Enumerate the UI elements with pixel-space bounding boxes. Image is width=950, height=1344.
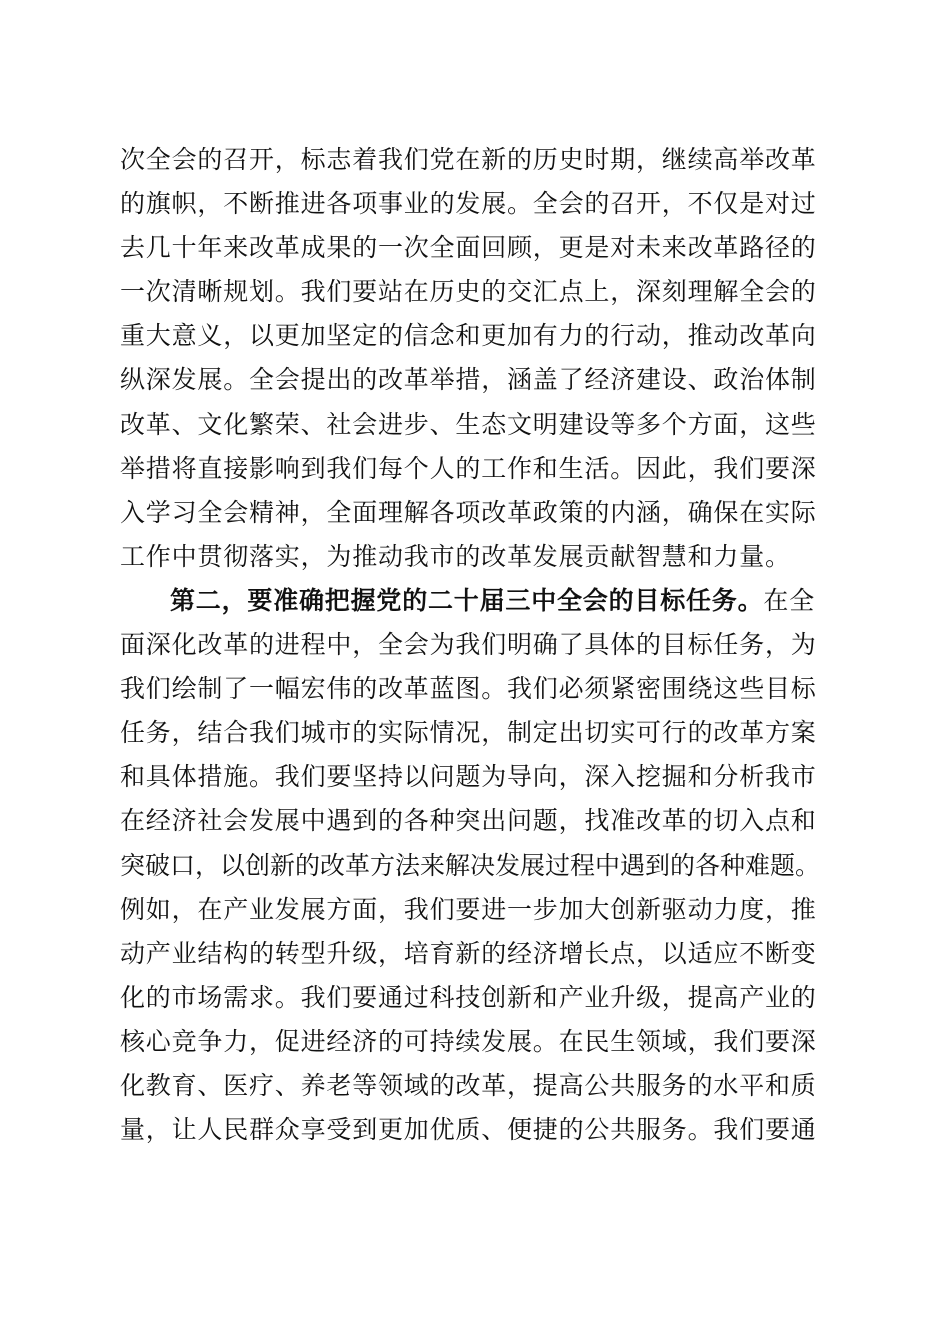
text-line: 次全会的召开，标志着我们党在新的历史时期，继续高举改革: [120, 145, 817, 174]
text-line: 去几十年来改革成果的一次全面回顾，更是对未来改革路径的: [120, 233, 817, 263]
text-line: 化教育、医疗、养老等领域的改革，提高公共服务的水平和质: [120, 1070, 817, 1100]
text-line: 在经济社会发展中遇到的各种突出问题，找准改革的切入点和: [120, 806, 817, 836]
text-line: 纵深发展。全会提出的改革举措，涵盖了经济建设、政治体制: [120, 365, 817, 395]
text-line: 化的市场需求。我们要通过科技创新和产业升级，提高产业的: [120, 982, 817, 1012]
text-line: 举措将直接影响到我们每个人的工作和生活。因此，我们要深: [120, 453, 817, 483]
text-line: 工作中贯彻落实，为推动我市的改革发展贡献智慧和力量。: [120, 541, 791, 571]
text-line: 入学习全会精神，全面理解各项改革政策的内涵，确保在实际: [120, 497, 817, 527]
text-line: 改革、文化繁荣、社会进步、生态文明建设等多个方面，这些: [120, 409, 817, 439]
text-line: 任务，结合我们城市的实际情况，制定出切实可行的改革方案: [120, 718, 817, 748]
paragraph-heading: 第二，要准确把握党的二十届三中全会的目标任务。: [170, 585, 764, 615]
text-line: 量，让人民群众享受到更加优质、便捷的公共服务。我们要通: [120, 1115, 817, 1145]
text-line: 的旗帜，不断推进各项事业的发展。全会的召开，不仅是对过: [120, 189, 817, 219]
body-text: [120, 138, 830, 1152]
text-line: 面深化改革的进程中，全会为我们明确了具体的目标任务，为: [120, 630, 817, 660]
text-line: 一次清晰规划。我们要站在历史的交汇点上，深刻理解全会的: [120, 277, 817, 307]
text-line: 核心竞争力，促进经济的可持续发展。在民生领域，我们要深: [120, 1026, 817, 1056]
text-line-rest: 在全: [763, 585, 816, 615]
text-line: 我们绘制了一幅宏伟的改革蓝图。我们必须紧密围绕这些目标: [120, 674, 817, 704]
text-line: 重大意义，以更加坚定的信念和更加有力的行动，推动改革向: [120, 321, 817, 351]
paragraph-heading-line: [120, 579, 830, 623]
text-line: 突破口，以创新的改革方法来解决发展过程中遇到的各种难题。: [120, 850, 821, 880]
text-line: 动产业结构的转型升级，培育新的经济增长点，以适应不断变: [120, 938, 817, 968]
text-line: 例如，在产业发展方面，我们要进一步加大创新驱动力度，推: [120, 894, 817, 924]
text-line: 和具体措施。我们要坚持以问题为导向，深入挖掘和分析我市: [120, 762, 817, 792]
